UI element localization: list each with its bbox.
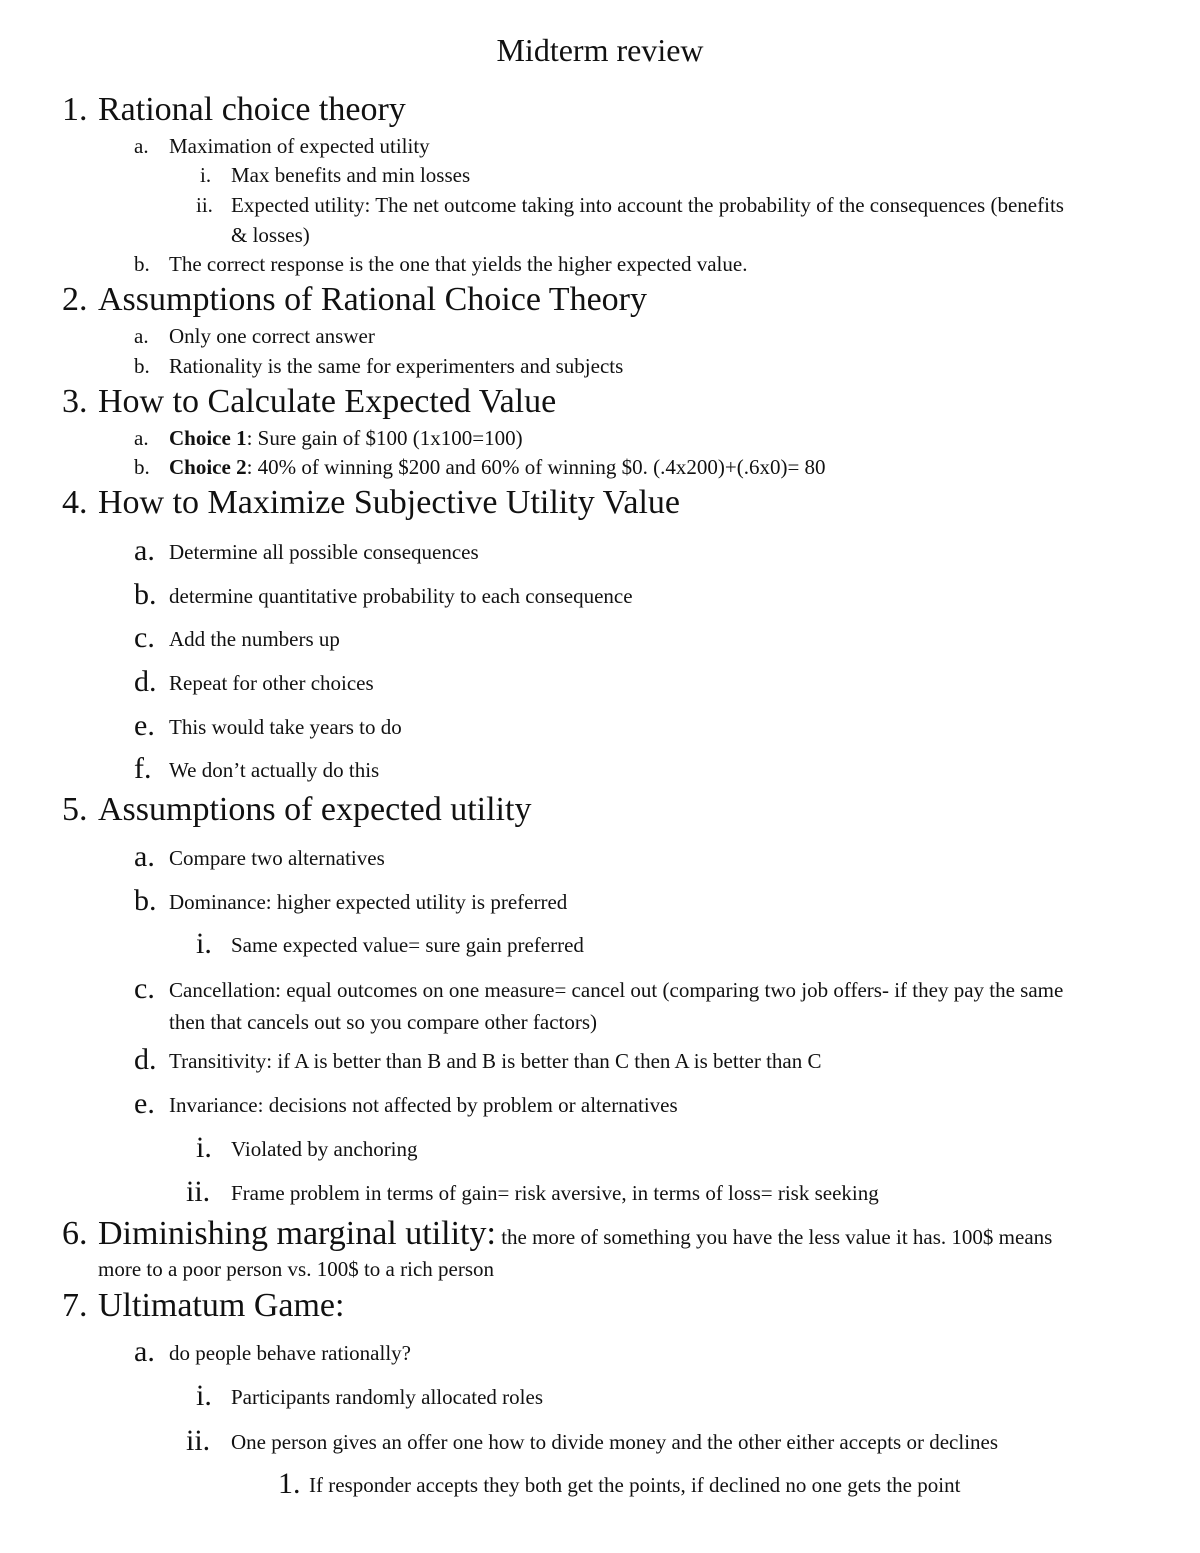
item-text: Frame problem in terms of gain= risk aversive, in terms of loss= risk seeking — [231, 1181, 879, 1205]
list-marker: 7. — [62, 1287, 88, 1324]
heading-line — [98, 1214, 1052, 1254]
list-item — [134, 621, 340, 654]
item-text-continued: more to a poor person vs. 100$ to a rich person — [98, 1257, 494, 1281]
list-item — [134, 453, 826, 481]
list-marker: 1. — [62, 91, 88, 128]
heading-description: the more of something you have the less value it has. 100$ means — [495, 1225, 1053, 1249]
list-marker: b. — [134, 354, 150, 378]
list-marker: i. — [196, 1131, 212, 1164]
choice-text: : Sure gain of $100 (1x100=100) — [246, 426, 523, 450]
item-text: If responder accepts they both get the points, if declined no one gets the point — [309, 1473, 961, 1497]
item-text: determine quantitative probability to each consequence — [169, 584, 633, 608]
list-marker: b. — [134, 884, 157, 917]
list-marker: e. — [134, 1087, 155, 1120]
item-text: Add the numbers up — [169, 627, 340, 651]
list-item — [134, 534, 479, 567]
section-6-heading — [62, 1214, 1053, 1254]
list-item — [134, 132, 430, 160]
choice-text: : 40% of winning $200 and 60% of winning $0. (.4x200)+(.6x0)= 80 — [246, 455, 826, 479]
list-item — [278, 1467, 961, 1500]
list-marker: a. — [134, 134, 149, 158]
heading-text: How to Calculate Expected Value — [98, 383, 557, 420]
list-marker: a. — [134, 426, 149, 450]
list-item — [134, 250, 748, 278]
list-marker: e. — [134, 709, 155, 742]
list-marker: i. — [196, 927, 212, 960]
heading-text: Ultimatum Game: — [98, 1287, 345, 1324]
list-marker: ii. — [186, 1175, 211, 1208]
choice-label: Choice 1 — [169, 426, 247, 450]
list-marker: a. — [134, 534, 155, 567]
list-item — [134, 1335, 411, 1368]
list-item — [186, 1175, 879, 1208]
list-item — [134, 352, 624, 380]
item-text-continued: then that cancels out so you compare other factors) — [169, 1010, 598, 1034]
list-item — [134, 424, 523, 452]
list-marker: d. — [134, 1043, 157, 1076]
item-text: Only one correct answer — [169, 324, 375, 348]
list-marker: f. — [134, 752, 152, 785]
list-marker: d. — [134, 665, 157, 698]
list-marker: ii. — [186, 1424, 211, 1457]
heading-text: Assumptions of Rational Choice Theory — [98, 281, 647, 318]
list-item — [134, 709, 402, 742]
page-title: Midterm review — [496, 32, 704, 68]
heading-text: Diminishing marginal utility: — [98, 1215, 496, 1252]
list-item — [134, 840, 385, 873]
item-text: Violated by anchoring — [231, 1137, 418, 1161]
item-text: Maximation of expected utility — [169, 134, 430, 158]
list-marker: b. — [134, 252, 150, 276]
heading-text: Assumptions of expected utility — [98, 791, 532, 828]
item-text: This would take years to do — [169, 715, 402, 739]
list-item — [134, 322, 375, 350]
list-item — [134, 1087, 678, 1120]
item-text: One person gives an offer one how to divide money and the other either accepts or declines — [231, 1430, 999, 1454]
section-7-heading — [62, 1286, 345, 1326]
section-5-heading — [62, 790, 532, 830]
item-text: We don’t actually do this — [169, 758, 380, 782]
section-2-heading — [62, 280, 647, 320]
list-item — [134, 1043, 822, 1076]
heading-text: How to Maximize Subjective Utility Value — [98, 484, 681, 521]
list-marker: 5. — [62, 791, 88, 828]
item-text — [169, 424, 523, 452]
item-text: Rationality is the same for experimenters and subjects — [169, 354, 624, 378]
list-item — [134, 972, 1064, 1005]
item-text: Repeat for other choices — [169, 671, 374, 695]
list-marker: i. — [196, 1379, 212, 1412]
item-text: Invariance: decisions not affected by problem or alternatives — [169, 1093, 678, 1117]
list-item — [196, 191, 1064, 219]
list-marker: 2. — [62, 281, 88, 318]
section-3-heading — [62, 382, 557, 422]
list-marker: i. — [200, 163, 212, 187]
item-text: Compare two alternatives — [169, 846, 385, 870]
list-marker: 4. — [62, 484, 88, 521]
list-item — [134, 665, 374, 698]
list-marker: b. — [134, 455, 150, 479]
section-1-heading — [62, 90, 406, 130]
list-item — [196, 1131, 418, 1164]
item-text-continued: & losses) — [231, 223, 310, 247]
list-marker: c. — [134, 621, 155, 654]
list-item — [196, 1379, 543, 1412]
list-item — [134, 578, 633, 611]
list-item — [196, 927, 584, 960]
list-marker: a. — [134, 840, 155, 873]
item-text: Determine all possible consequences — [169, 540, 479, 564]
item-text: Cancellation: equal outcomes on one measure= cancel out (comparing two job offers- if they pay the same — [169, 978, 1064, 1002]
item-text: The correct response is the one that yields the higher expected value. — [169, 252, 748, 276]
item-text: do people behave rationally? — [169, 1341, 411, 1365]
choice-label: Choice 2 — [169, 455, 247, 479]
item-text: Expected utility: The net outcome taking into account the probability of the consequences (benefits — [231, 193, 1064, 217]
list-marker: 1. — [278, 1467, 301, 1500]
list-item — [186, 1424, 999, 1457]
list-item — [134, 884, 568, 917]
list-item — [134, 752, 380, 785]
list-marker: 6. — [62, 1215, 88, 1252]
item-text — [169, 453, 826, 481]
list-marker: a. — [134, 1335, 155, 1368]
item-text: Same expected value= sure gain preferred — [231, 933, 584, 957]
item-text: Max benefits and min losses — [231, 163, 471, 187]
list-marker: 3. — [62, 383, 88, 420]
item-text: Transitivity: if A is better than B and B is better than C then A is better than C — [169, 1049, 822, 1073]
list-marker: a. — [134, 324, 149, 348]
list-marker: c. — [134, 972, 155, 1005]
item-text: Dominance: higher expected utility is preferred — [169, 890, 568, 914]
list-marker: ii. — [196, 193, 213, 217]
section-4-heading — [62, 483, 681, 523]
heading-text: Rational choice theory — [98, 91, 406, 128]
list-marker: b. — [134, 578, 157, 611]
item-text: Participants randomly allocated roles — [231, 1385, 543, 1409]
list-item — [200, 161, 471, 189]
